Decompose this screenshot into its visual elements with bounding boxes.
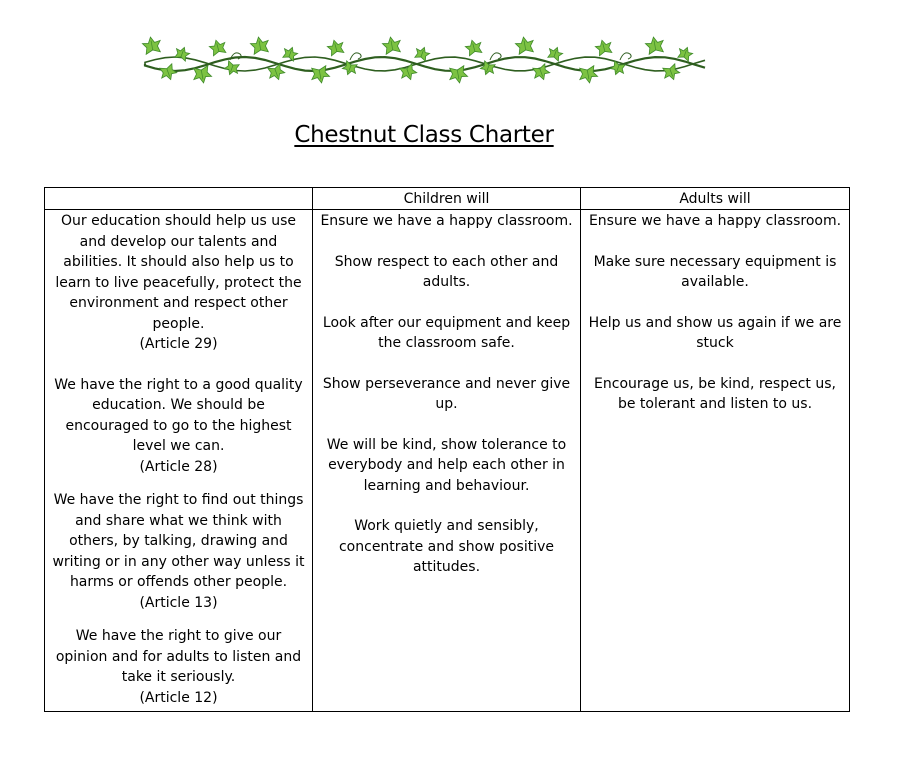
table-row [45, 210, 850, 712]
right-text: We have the right to find out things and share what we think with others, by talking, drawing and writing or in any other way unless it harms or offends other people. [52, 492, 305, 590]
leaf-icon [310, 65, 331, 84]
children-item: Ensure we have a happy classroom. [320, 213, 573, 229]
table-header-row [45, 188, 850, 210]
vine-decoration [140, 34, 710, 86]
children-item: Work quietly and sensibly, concentrate and show positive attitudes. [338, 518, 555, 575]
leaf-icon [414, 45, 431, 62]
header-children: Children will [313, 188, 581, 210]
leaf-icon [464, 38, 483, 56]
leaf-icon [515, 36, 536, 55]
leaf-icon [645, 36, 666, 55]
article-ref: (Article 28) [139, 458, 218, 475]
leaf-icon [192, 65, 213, 84]
right-text: We have the right to give our opinion and for adults to listen and take it seriously. [55, 628, 302, 685]
leaf-icon [578, 65, 599, 84]
leaf-icon [594, 38, 613, 56]
header-adults: Adults will [581, 188, 850, 210]
charter-table [44, 187, 850, 712]
adults-cell [581, 210, 850, 712]
vine-tendril [350, 53, 361, 60]
article-ref: (Article 12) [139, 689, 218, 706]
header-rights [45, 188, 313, 210]
adults-item: Help us and show us again if we are stuck [588, 314, 842, 351]
leaf-icon [448, 65, 469, 84]
leaf-icon [158, 63, 178, 82]
leaf-icon [547, 45, 564, 62]
children-item: Show respect to each other and adults. [334, 253, 559, 290]
children-cell [313, 210, 581, 712]
leaf-icon [208, 38, 227, 56]
leaf-icon [661, 63, 681, 82]
leaf-icon [326, 38, 345, 56]
adults-item: Encourage us, be kind, respect us, be tolerant and listen to us. [594, 375, 836, 412]
page-title: Chestnut Class Charter [294, 122, 554, 148]
leaf-icon [223, 60, 240, 77]
children-item: Look after our equipment and keep the classroom safe. [322, 314, 571, 351]
leaf-icon [142, 36, 163, 55]
right-text: Our education should help us use and develop our talents and abilities. It should also help us to learn to live peacefully, protect the environment and respect other people. [55, 213, 302, 332]
children-item: We will be kind, show tolerance to everybody and help each other in learning and behaviour. [326, 436, 567, 494]
adults-item: Make sure necessary equipment is available. [593, 253, 837, 290]
right-text: We have the right to a good quality education. We should be encouraged to go to the highest level we can. [54, 376, 303, 454]
children-item: Show perseverance and never give up. [322, 375, 571, 412]
adults-item: Ensure we have a happy classroom. [588, 213, 842, 229]
leaf-icon [382, 36, 403, 55]
rights-cell [45, 210, 313, 712]
article-ref: (Article 13) [139, 594, 218, 611]
vine-tendril [620, 53, 631, 60]
article-ref: (Article 29) [139, 336, 218, 352]
leaf-icon [250, 36, 271, 55]
